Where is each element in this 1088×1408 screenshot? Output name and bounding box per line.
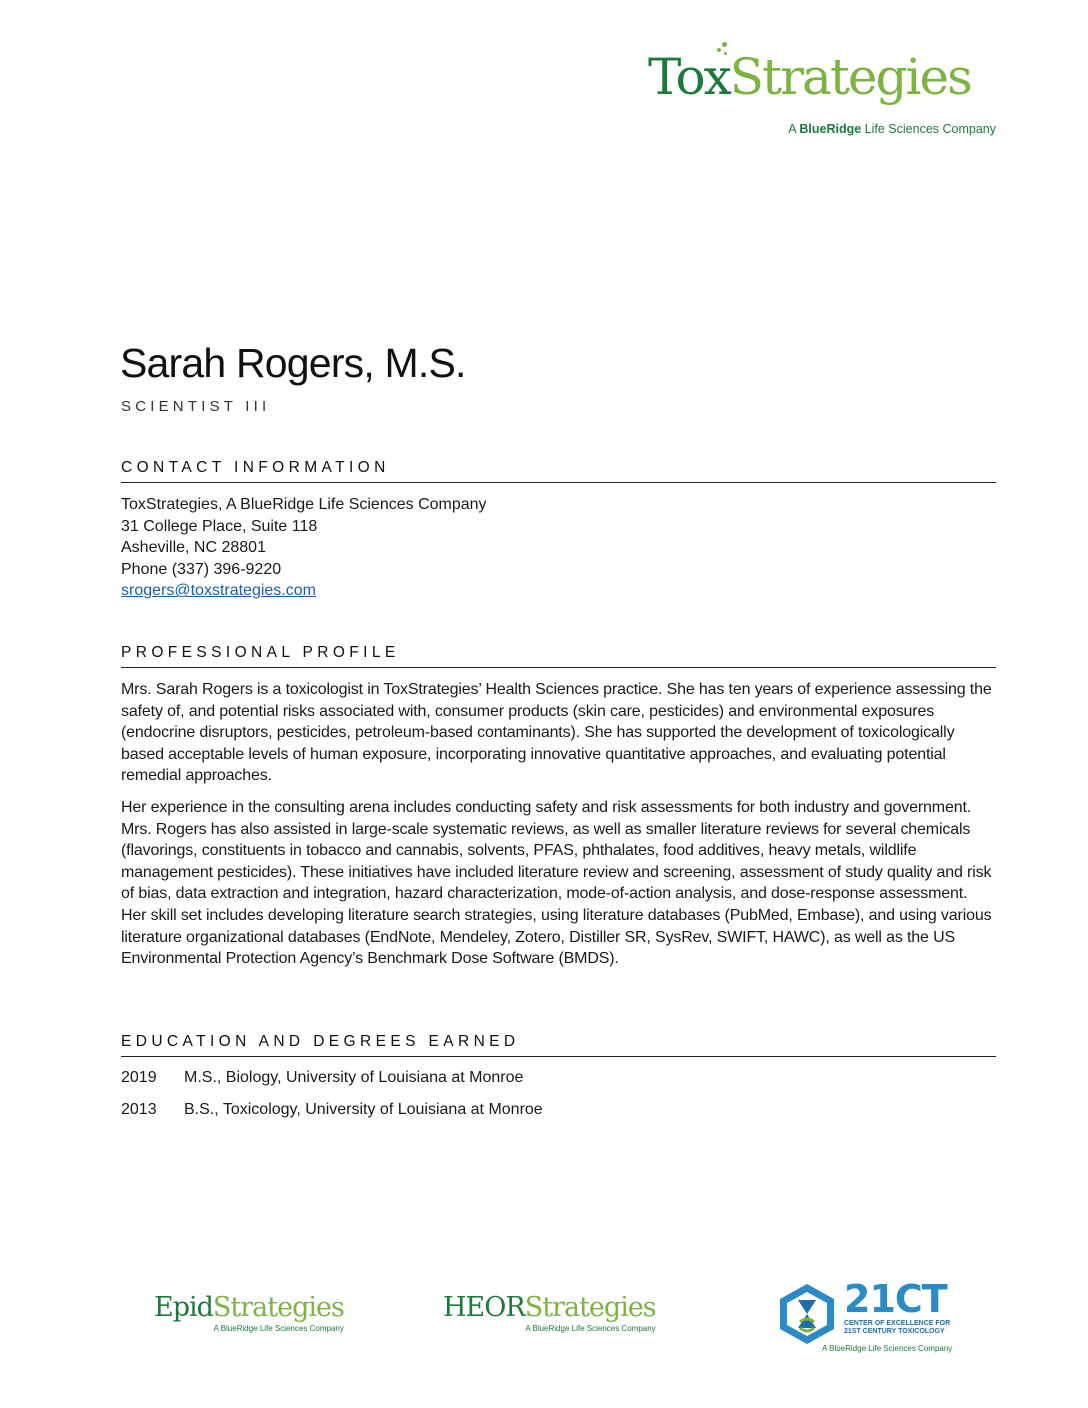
education-year: 2013 [121,1101,157,1118]
heor-wordmark: HEORStrategies [443,1292,656,1323]
heorstrategies-logo [443,1294,656,1333]
contact-email-link[interactable]: srogers@toxstrategies.com [121,582,316,600]
contact-phone: Phone (337) 396-9220 [121,560,282,578]
contact-address-line2: Asheville, NC 28801 [121,539,266,557]
contact-address-line1: 31 College Place, Suite 118 [121,517,318,535]
education-degree: M.S., Biology, University of Louisiana at Monroe [184,1069,524,1086]
education-item [121,1069,523,1087]
heor-tagline: A BlueRidge Life Sciences Company [525,1324,656,1333]
education-year: 2019 [121,1069,157,1086]
21ct-tagline: A BlueRidge Life Sciences Company [822,1344,953,1353]
21ct-wordmark: 21CT [844,1277,947,1321]
epid-wordmark: EpidStrategies [154,1292,344,1323]
education-degree: B.S., Toxicology, University of Louisiana at Monroe [184,1101,543,1118]
hexagon-dna-icon [776,1282,838,1346]
logo-tagline: A BlueRidge Life Sciences Company [788,122,996,136]
21ct-subtitle: CENTER OF EXCELLENCE FOR 21ST CENTURY TOXICOLOGY [844,1320,951,1335]
logo-dot-icon [722,42,727,47]
contact-block [121,494,487,602]
profile-heading: PROFESSIONAL PROFILE [121,644,996,668]
toxstrategies-logo [648,42,1000,142]
person-title: SCIENTIST III [121,398,271,415]
epidstrategies-logo [154,1294,344,1333]
21ct-logo [776,1277,966,1358]
education-item [121,1101,543,1119]
logo-wordmark [648,48,971,106]
logo-word-tox: Tox [648,48,730,106]
contact-company: ToxStrategies, A BlueRidge Life Sciences Company [121,496,487,513]
profile-paragraph-1: Mrs. Sarah Rogers is a toxicologist in ToxStrategies’ Health Sciences practice. She has ten years of experience assessing the safety of, and potential risks associated with, consumer products (skin care, pesticides) and environmental exposures (endocrine disruptors, pesticides, petroleum-based contaminants). She has supported the development of toxicologically based acceptable levels of human exposure, incorporating innovative quantitative approaches, and evaluating potential remedial approaches. [121,681,992,785]
person-name: Sarah Rogers, M.S. [120,340,466,386]
epid-tagline: A BlueRidge Life Sciences Company [213,1324,344,1333]
profile-paragraph-2: Her experience in the consulting arena includes conducting safety and risk assessments for both industry and government. Mrs. Rogers has also assisted in large-scale systematic reviews, as well as smaller literature reviews for several chemicals (flavorings, constituents in tobacco and cannabis, solvents, PFAS, phthalates, food additives, heavy metals, wildlife management pesticides). These initiatives have included literature review and screening, assessment of study quality and risk of bias, data extraction and integration, hazard characterization, mode-of-action analysis, and dose-response assessment. Her skill set includes developing literature search strategies, using literature databases (PubMed, Embase), and using various literature organizational databases (EndNote, Mendeley, Zotero, Distiller SR, SysRev, SWIFT, HAWC), as well as the US Environmental Protection Agency’s Benchmark Dose Software (BMDS). [121,799,992,968]
logo-word-strategies: Strategies [729,48,971,106]
education-heading: EDUCATION AND DEGREES EARNED [121,1033,996,1057]
contact-heading: CONTACT INFORMATION [121,459,996,483]
